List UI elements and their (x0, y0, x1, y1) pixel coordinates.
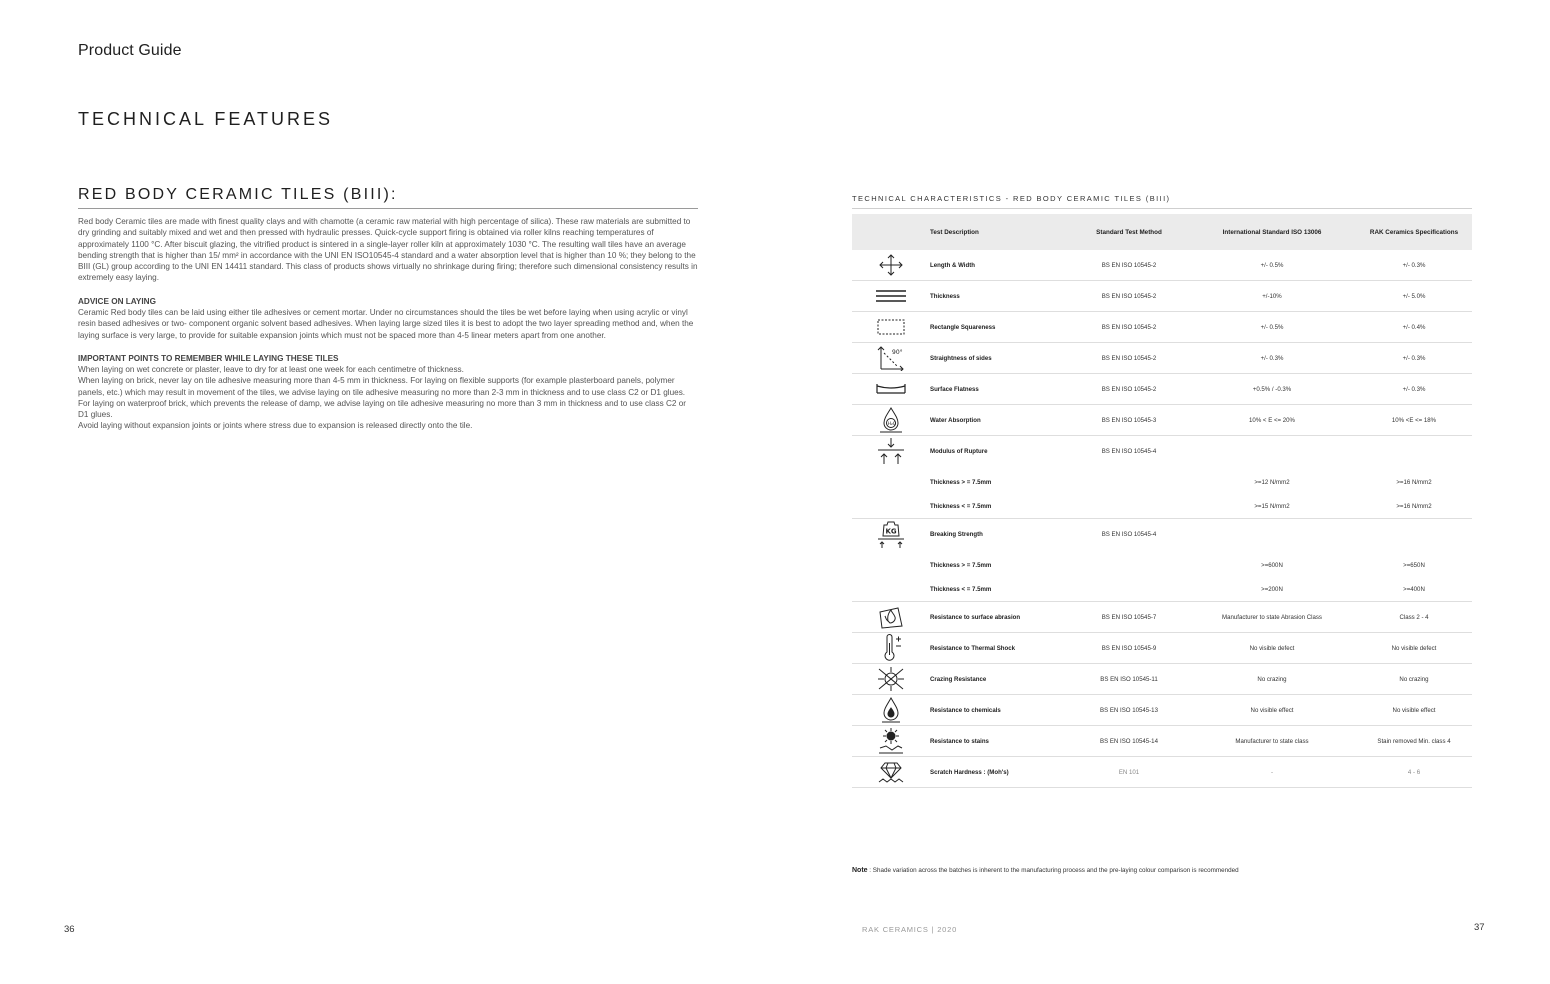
table-row (852, 695, 1472, 726)
iso-value: No visible defect (1188, 633, 1356, 664)
test-method (1070, 577, 1188, 602)
table-row (852, 519, 1472, 550)
technical-characteristics-table (852, 214, 1472, 788)
test-method: BS EN ISO 10545-13 (1070, 695, 1188, 726)
test-description: Rectangle Squareness (930, 312, 1070, 343)
rak-value: >=650N (1403, 561, 1425, 569)
page-number-right: 37 (1474, 922, 1485, 933)
test-description: Thickness < = 7.5mm (930, 577, 1070, 602)
note-text: : Shade variation across the batches is inherent to the manufacturing process and the pre-laying colour comparison is recommended (867, 867, 1239, 874)
iso-value: >=15 N/mm2 (1188, 494, 1356, 519)
section-heading: RED BODY CERAMIC TILES (BIII): (78, 186, 398, 203)
iso-value: +/- 0.3% (1188, 343, 1356, 374)
iso-value (1188, 436, 1356, 467)
empty-cell (852, 549, 930, 577)
page-number-left: 36 (64, 924, 75, 935)
table-row (852, 281, 1472, 312)
iso-value: No visible effect (1188, 695, 1356, 726)
chemicals-icon (852, 695, 930, 726)
test-method (1070, 466, 1188, 494)
iso-value: +/- 0.5% (1188, 312, 1356, 343)
test-method: BS EN ISO 10545-9 (1070, 633, 1188, 664)
empty-cell (852, 466, 930, 494)
test-method: BS EN ISO 10545-11 (1070, 664, 1188, 695)
rectangle-squareness-icon (852, 312, 930, 343)
rak-value: +/- 0.4% (1356, 312, 1472, 343)
note-label: Note (852, 867, 868, 874)
iso-value: Manufacturer to state class (1188, 726, 1356, 757)
iso-value: +/- 0.5% (1188, 250, 1356, 281)
iso-value: Manufacturer to state Abrasion Class (1188, 602, 1356, 633)
test-method: BS EN ISO 10545-14 (1070, 726, 1188, 757)
advice-heading: ADVICE ON LAYING (78, 297, 156, 306)
test-description: Modulus of Rupture (930, 447, 988, 455)
water-absorption-icon (852, 405, 930, 436)
test-method: BS EN ISO 10545-7 (1070, 602, 1188, 633)
rak-value: +/- 0.3% (1356, 374, 1472, 405)
test-method: BS EN ISO 10545-4 (1101, 447, 1157, 455)
rak-value: +/- 0.3% (1356, 343, 1472, 374)
description-column-header: Test Description (930, 214, 1070, 250)
test-method (1070, 494, 1188, 519)
scratch-hardness-icon (852, 757, 930, 788)
thermal-shock-icon (852, 633, 930, 664)
test-description: Resistance to stains (930, 726, 1070, 757)
note (852, 867, 1239, 874)
rak-value: 10% <E <= 18% (1356, 405, 1472, 436)
test-method: BS EN ISO 10545-2 (1070, 312, 1188, 343)
points-list (78, 364, 698, 432)
table-row (852, 312, 1472, 343)
rak-value: +/- 5.0% (1356, 281, 1472, 312)
test-description: Resistance to Thermal Shock (930, 633, 1070, 664)
table-row (852, 664, 1472, 695)
rak-value: No visible effect (1356, 695, 1472, 726)
iso-value: 10% < E <= 20% (1188, 405, 1356, 436)
crazing-icon (852, 664, 930, 695)
icon-column-header (852, 214, 930, 250)
section-divider (78, 208, 698, 209)
straightness-icon (852, 343, 930, 374)
advice-paragraph: Ceramic Red body tiles can be laid using either tile adhesives or cement mortar. Under no circumstances should the tiles be wet before laying when using acrylic or vinyl resin based adhesives or two- component organic solvent based adhesives. When laying large sized tiles it is best to adopt the two layer spreading method and, when the laying surface is very large, to provide for suitable expansion joints which must not be spaced more than 4-5 linear meters apart from one another. (78, 308, 694, 340)
test-description: Length & Width (930, 250, 1070, 281)
rak-value: >=400N (1356, 577, 1472, 602)
thickness-icon (852, 281, 930, 312)
test-method (1070, 549, 1188, 577)
test-description: Thickness (930, 281, 1070, 312)
page-title: TECHNICAL FEATURES (78, 109, 334, 129)
rak-value (1356, 436, 1472, 467)
svg-text:90°: 90° (892, 349, 903, 356)
test-method: BS EN ISO 10545-2 (1070, 374, 1188, 405)
iso-column-header: International Standard ISO 13006 (1188, 214, 1356, 250)
table-row (852, 250, 1472, 281)
test-description: Surface Flatness (930, 374, 1070, 405)
footer-brand: RAK CERAMICS | 2020 (862, 925, 958, 934)
rak-value (1356, 519, 1472, 550)
rak-value: Class 2 - 4 (1356, 602, 1472, 633)
test-method: BS EN ISO 10545-3 (1070, 405, 1188, 436)
test-description: Resistance to chemicals (930, 695, 1070, 726)
test-method: BS EN ISO 10545-4 (1101, 530, 1157, 538)
test-description: Resistance to surface abrasion (930, 602, 1070, 633)
table-row (852, 405, 1472, 436)
iso-value: +0.5% / -0.3% (1188, 374, 1356, 405)
modulus-of-rupture-icon (852, 436, 930, 467)
points-heading: IMPORTANT POINTS TO REMEMBER WHILE LAYING THESE TILES (78, 354, 339, 363)
point-item: When laying on wet concrete or plaster, leave to dry for at least one week for each centimetre of thickness. (78, 365, 464, 374)
rak-value: >=16 N/mm2 (1396, 478, 1432, 486)
table-header-row (852, 214, 1472, 250)
point-item: For laying on waterproof brick, which prevents the release of damp, we advise laying on tile adhesive measuring no more than 3 mm in thickness and to use class C2 or D1 glues. (78, 398, 687, 420)
table-row (852, 343, 1472, 374)
iso-value: +/-10% (1188, 281, 1356, 312)
table-subrow (852, 466, 1472, 494)
test-description: Thickness < = 7.5mm (930, 494, 1070, 519)
rak-column-header: RAK Ceramics Specifications (1356, 214, 1472, 250)
iso-value: >=200N (1188, 577, 1356, 602)
rak-value: No visible defect (1356, 633, 1472, 664)
caption-divider (852, 208, 1472, 209)
table-row (852, 726, 1472, 757)
table-row (852, 602, 1472, 633)
iso-value: - (1188, 757, 1356, 788)
stains-icon (852, 726, 930, 757)
iso-value: >=600N (1261, 561, 1283, 569)
svg-text:H₂O: H₂O (887, 422, 897, 427)
intro-paragraph: Red body Ceramic tiles are made with finest quality clays and with chamotte (a ceramic raw material with high percentage of silica). These raw materials are submitted to dry grinding and suitably mixed and wet and then pressed with hydraulic presses. Quick-cycle support firing is obtained via roller kilns reaching temperatures of approximately 1100 °C. After biscuit glazing, the vitrified product is sintered in a single-layer roller kiln at approximately 1030 °C. The resulting wall tiles have an average bending strength that is higher than 15/ mm² in accordance with the UNI EN ISO10545-4 standard and a water absorption level that is higher than 10 %; they belong to the BIII (GL) group according to the UNI EN 14411 standard. This class of products shows virtually no shrinkage during firing; therefore such dimensional consistency results in extremely easy laying. (78, 217, 698, 283)
test-method: BS EN ISO 10545-2 (1070, 343, 1188, 374)
table-subrow (852, 549, 1472, 577)
table-row (852, 374, 1472, 405)
test-description: Scratch Hardness : (Moh's) (930, 757, 1070, 788)
empty-cell (852, 577, 930, 602)
rak-value: No crazing (1356, 664, 1472, 695)
breaking-strength-icon (852, 519, 930, 550)
surface-flatness-icon (852, 374, 930, 405)
test-description: Thickness > = 7.5mm (930, 478, 992, 486)
rak-value: 4 - 6 (1356, 757, 1472, 788)
test-description: Crazing Resistance (930, 664, 1070, 695)
table-row (852, 757, 1472, 788)
table-row (852, 436, 1472, 467)
test-description: Water Absorption (930, 405, 1070, 436)
point-item: Avoid laying without expansion joints or joints where stress due to expansion is released directly onto the tile. (78, 421, 473, 431)
test-description: Straightness of sides (930, 343, 1070, 374)
table-row (852, 633, 1472, 664)
kg-label: KG (885, 527, 897, 536)
iso-value (1188, 519, 1356, 550)
point-item: When laying on brick, never lay on tile adhesive measuring more than 4-5 mm in thickness. For laying on flexible supports (for example plasterboard panels, polymer panels, etc.) which may result in movement of the tiles, we advise laying on tile adhesive measuring no more than 2-3 mm in thickness and to use class C2 or D1 glues. (78, 376, 686, 397)
test-description: Thickness > = 7.5mm (930, 561, 992, 569)
method-column-header: Standard Test Method (1070, 214, 1188, 250)
table-caption: TECHNICAL CHARACTERISTICS - RED BODY CERAMIC TILES (BIII) (852, 194, 1171, 203)
iso-value: No crazing (1188, 664, 1356, 695)
table-subrow (852, 494, 1472, 519)
rak-value: Stain removed Min. class 4 (1356, 726, 1472, 757)
surface-abrasion-icon (852, 602, 930, 633)
iso-value: >=12 N/mm2 (1254, 478, 1290, 486)
test-method: EN 101 (1070, 757, 1188, 788)
test-description: Breaking Strength (930, 530, 983, 538)
product-guide-label: Product Guide (78, 42, 182, 59)
rak-value: +/- 0.3% (1356, 250, 1472, 281)
length-width-icon (852, 250, 930, 281)
table-subrow (852, 577, 1472, 602)
rak-value: >=16 N/mm2 (1356, 494, 1472, 519)
test-method: BS EN ISO 10545-2 (1070, 250, 1188, 281)
test-method: BS EN ISO 10545-2 (1070, 281, 1188, 312)
empty-cell (852, 494, 930, 519)
